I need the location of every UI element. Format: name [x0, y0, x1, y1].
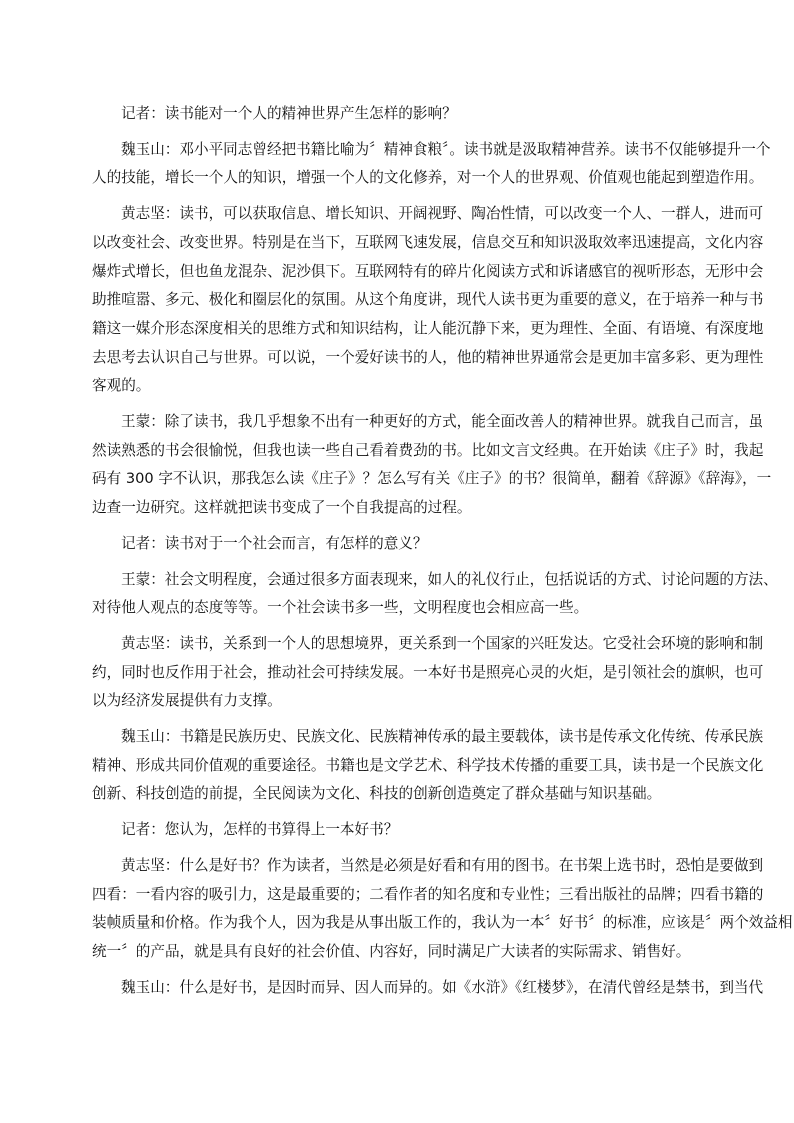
text-line: 人的技能，增长一个人的知识，增强一个人的文化修养，对一个人的世界观、价值观也能起到塑造作用。 — [92, 169, 764, 187]
text-line: 助推喧嚣、多元、极化和圈层化的氛围。从这个角度讲，现代人读书更为重要的意义，在于培养一种与书 — [92, 291, 764, 309]
paragraph — [92, 566, 778, 623]
text-line: 魏玉山：什么是好书，是因时而异、因人而异的。如《水浒》《红楼梦》，在清代曾经是禁书，到当代 — [121, 978, 764, 996]
text-line: 对待他人观点的态度等等。一个社会读书多一些，文明程度也会相应高一些。 — [92, 599, 589, 617]
paragraph — [92, 816, 720, 845]
paragraph — [92, 530, 720, 559]
paragraph — [92, 408, 772, 523]
text-line: 以为经济发展提供有力支撑。 — [92, 692, 282, 710]
text-line: 以改变社会、改变世界。特别是在当下，互联网飞速发展，信息交互和知识汲取效率迅速提高，文化内容 — [92, 233, 764, 251]
text-line: 记者：读书对于一个社会而言，有怎样的意义？ — [121, 534, 428, 552]
text-line: 然读熟悉的书会很愉悦，但我也读一些自己看着费劲的书。比如文言文经典。在开始读《庄子》时，我起 — [92, 441, 764, 459]
text-line: 客观的。 — [92, 377, 151, 395]
text-line: 王蒙：除了读书，我几乎想象不出有一种更好的方式，能全面改善人的精神世界。就我自己而言，虽 — [121, 413, 764, 431]
text-line: 去思考去认识自己与世界。可以说，一个爱好读书的人，他的精神世界通常会是更加丰富多彩、更为理性 — [92, 348, 764, 366]
text-line: 创新、科技创造的前提，全民阅读为文化、科技的创新创造奠定了群众基础与知识基础。 — [92, 785, 662, 803]
paragraph — [92, 723, 764, 809]
article-content — [92, 100, 793, 1002]
text-line: 黄志坚：读书，可以获取信息、增长知识、开阔视野、陶冶性情，可以改变一个人、一群人，进而可 — [121, 205, 764, 223]
paragraph — [92, 136, 771, 193]
text-line: 四看：一看内容的吸引力，这是最重要的；二看作者的知名度和专业性；三看出版社的品牌；四看书籍的 — [92, 885, 764, 903]
text-line: 魏玉山：书籍是民族历史、民族文化、民族精神传承的最主要载体，读书是传承文化传统、传承民族 — [121, 728, 764, 746]
text-line: 记者：您认为，怎样的书算得上一本好书？ — [121, 821, 399, 839]
paragraph — [92, 852, 793, 967]
text-line: 籍这一媒介形态深度相关的思维方式和知识结构，让人能沉静下来，更为理性、全面、有语境、有深度地 — [92, 319, 764, 337]
text-line: 码有 300 字不认识，那我怎么读《庄子》？怎么写有关《庄子》的书？很简单，翻着《辞源》《辞海》，一 — [92, 470, 772, 488]
text-line: 黄志坚：读书，关系到一个人的思想境界，更关系到一个国家的兴旺发达。它受社会环境的影响和制 — [121, 634, 764, 652]
text-line: 黄志坚：什么是好书？作为读者，当然是必须是好看和有用的图书。在书架上选书时，恐怕是要做到 — [121, 856, 764, 874]
paragraph — [92, 974, 764, 1003]
text-line: 精神、形成共同价值观的重要途径。书籍也是文学艺术、科学技术传播的重要工具，读书是一个民族文化 — [92, 756, 764, 774]
text-line: 装帧质量和价格。作为我个人，因为我是从事出版工作的，我认为一本〞好书〞的标准，应该是〞两个效益相 — [92, 914, 793, 932]
text-line: 爆炸式增长，但也鱼龙混杂、泥沙俱下。互联网特有的碎片化阅读方式和诉诸感官的视听形态，无形中会 — [92, 262, 764, 280]
paragraph — [92, 630, 764, 716]
text-line: 魏玉山：邓小平同志曾经把书籍比喻为〞精神食粮〞。读书就是汲取精神营养。读书不仅能够提升一个 — [121, 140, 771, 158]
paragraph — [92, 200, 764, 401]
paragraph — [92, 100, 720, 129]
document-body — [92, 100, 793, 1002]
text-line: 边查一边研究。这样就把读书变成了一个自我提高的过程。 — [92, 499, 472, 517]
text-line: 约，同时也反作用于社会，推动社会可持续发展。一本好书是照亮心灵的火炬，是引领社会的旗帜，也可 — [92, 663, 764, 681]
text-line: 王蒙：社会文明程度，会通过很多方面表现来，如人的礼仪行止，包括说话的方式、讨论问题的方法、 — [121, 570, 778, 588]
text-line: 记者：读书能对一个人的精神世界产生怎样的影响？ — [121, 105, 457, 122]
text-line: 统一〞的产品，就是具有良好的社会价值、内容好，同时满足广大读者的实际需求、销售好。 — [92, 942, 691, 960]
